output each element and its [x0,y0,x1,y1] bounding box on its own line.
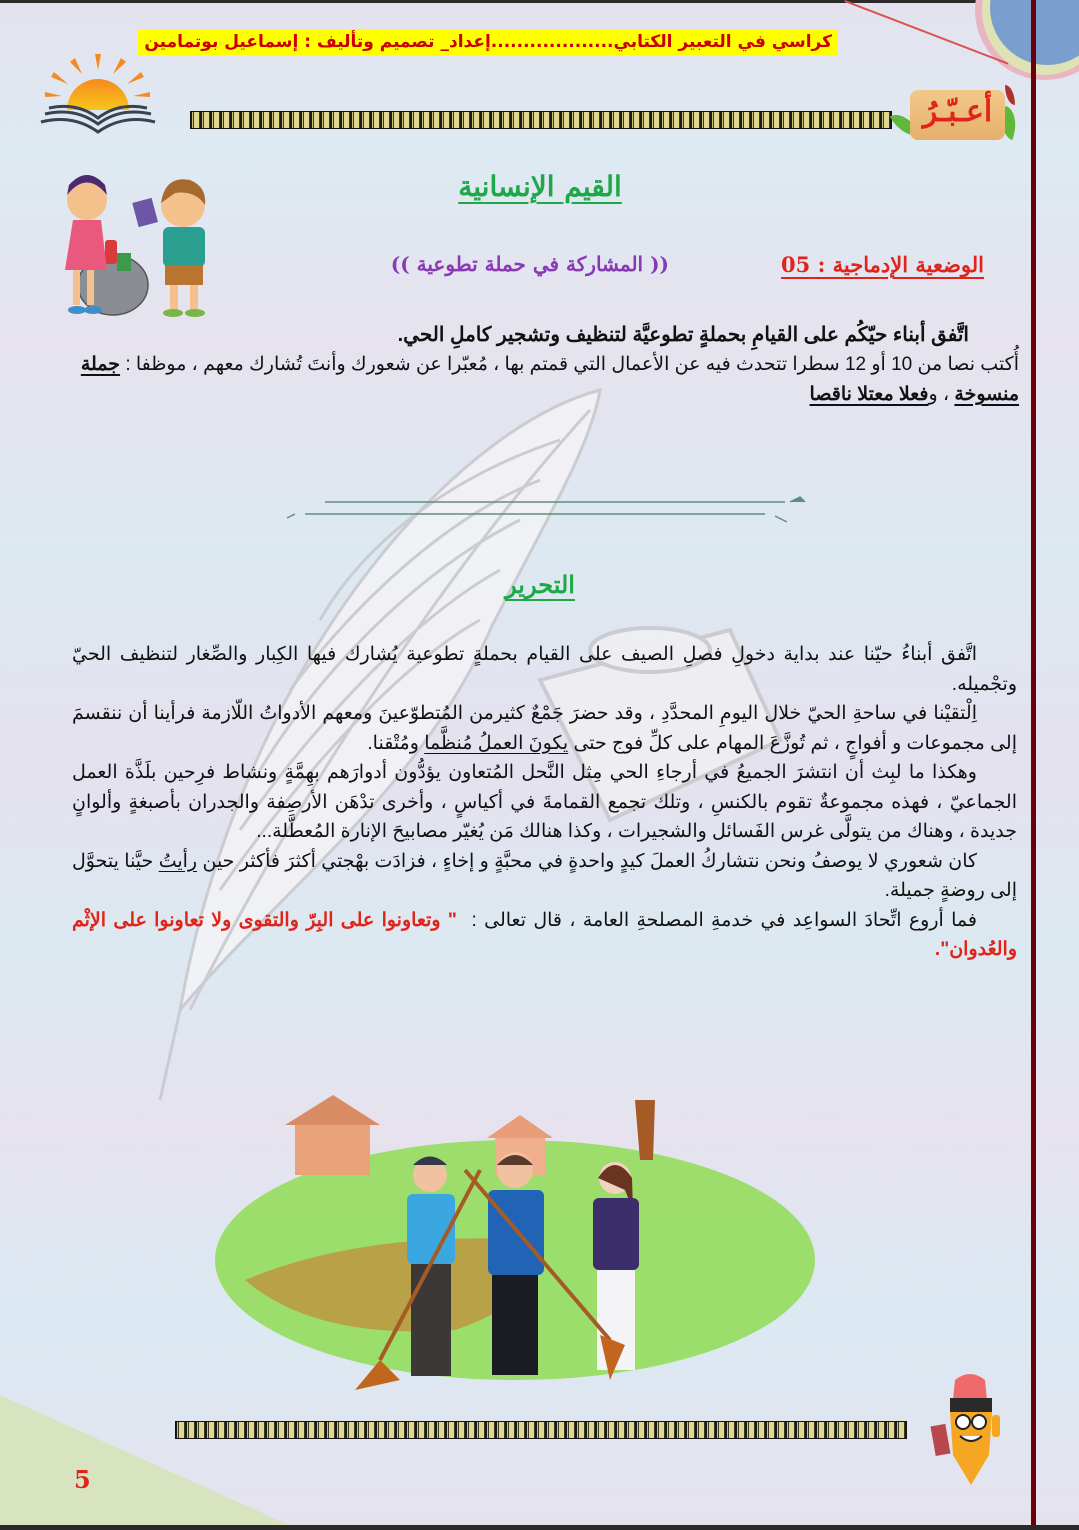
requirement-copied-sentence: جملة منسوخة [80,354,1019,405]
underlined-phrase: يكونَ العملُ مُنظَّما [424,732,569,754]
underlined-verb: رأيتُ [158,850,198,872]
paragraph-text: ومُتْقنا. [367,732,419,754]
express-sign [890,80,1025,150]
essay-paragraph [72,699,1017,758]
essay-body [72,640,1017,965]
task-intro: اتَّفق أبناء حيّكُم على القيامِ بحملةٍ تطوعيَّة لتنظيف وتشجير كاملِ الحي. [397,324,969,346]
section-title-essay: التحرير [505,570,575,599]
sign-label: أعـبّـرُ [922,94,993,129]
leaf-icon [1005,85,1015,105]
essay-paragraph: وهكذا ما لبِث أن انتشرَ الجميعُ في أرجاءِ الحي مِثل النَّحل المُتعاون يؤدُّون أدوارَهم بهِمَّةٍ ونشاط فرِحين بلَذَّة العمل الجماعيّ ، فهذه مجموعةٌ تقوم بالكنسِ ، وتلك تجمع القمامةَ في أكياسٍ ، وأخرى تدْهَن الأرصِفة والجدران بأصبغةٍ وألوانٍ جديدة ، وهناك من يتولَّى غرس الفَسائل والشجيرات ، وكذا هنالك مَن يُغيّر مصابيحَ الإنارة المُعطَّلة... [72,762,1017,842]
page-title: القيم الإنسانية [458,170,622,203]
corner-triangle-decoration [0,1395,300,1530]
essay-paragraph [72,847,1017,906]
greek-key-border [190,111,892,129]
ornamental-divider [285,494,835,524]
pencil-mascot-icon [925,1370,1010,1490]
paragraph-text: حيَّنا يتحوَّل إلى روضةٍ جميلة. [72,850,1017,901]
essay-paragraph [72,906,1017,965]
instruction-text: أُكتب نصا من 10 أو 12 سطرا تتحدث فيه عن الأعمال التي قمتم بها ، مُعبّرا عن شعورك وأنتَ تُشارك معهم ، موظفا : [125,354,1019,375]
children-recycling-illustration [55,165,225,325]
header-banner: كراسي في التعبير الكتابي...................إعداد_ تصميم وتأليف : إسماعيل بوتمامين [138,29,838,55]
situation-subject: (( المشاركة في حملة تطوعية )) [390,252,669,276]
quran-verse: " وتعاونوا على البِرّ والتقوى ولا تعاونوا على الإثْم والعُدوان". [72,909,1017,960]
volunteers-sweeping-illustration [215,1090,865,1400]
side-margin-line [1031,0,1036,1530]
greek-key-border [175,1421,907,1439]
top-border [0,0,1079,3]
bottom-border [0,1525,1079,1530]
task-statement [79,320,1019,410]
wooden-board [910,90,1005,140]
requirement-defective-verb: فعلا معتلا ناقصا [809,384,929,405]
paragraph-text: فما أروع اتِّحادَ السواعِد في خدمةِ المصلحةِ العامة ، قال تعالى : [471,909,977,931]
separator: ، و [928,384,955,405]
page-number: 5 [74,1465,91,1494]
paragraph-text: كان شعوري لا يوصفُ ونحن نتشاركُ العملَ كيدٍ واحدةٍ في محبَّةٍ و إخاءٍ ، فزادَت بهْجتي أكثرَ فأكثر حين [202,850,978,872]
paragraph-text: اِلْتقيْنا في ساحةِ الحيّ خلال اليومِ المحدَّدِ ، وقد حضرَ جَمْعٌ كثيرمن المُتطوّعينَ ومعهم الأدواتُ اللّازمة فرأينا أن ننقسمَ إلى مجموعات و أفواجٍ ، ثم تُوزَّعَ المهام على كلِّ فوج حتى [72,703,1017,754]
task-instruction [79,350,1019,410]
sun-over-open-book-icon [35,52,160,137]
situation-label: الوضعية الإدماجية : 05 [781,252,984,277]
essay-paragraph: اتَّفق أبناءُ حيّنا عند بداية دخولِ فصلِ الصيف على القيام بحملةٍ تطوعية يُشارك فيها الكِبار والصِّغار لتنظيف الحيّ وتجْميله. [72,644,1017,695]
